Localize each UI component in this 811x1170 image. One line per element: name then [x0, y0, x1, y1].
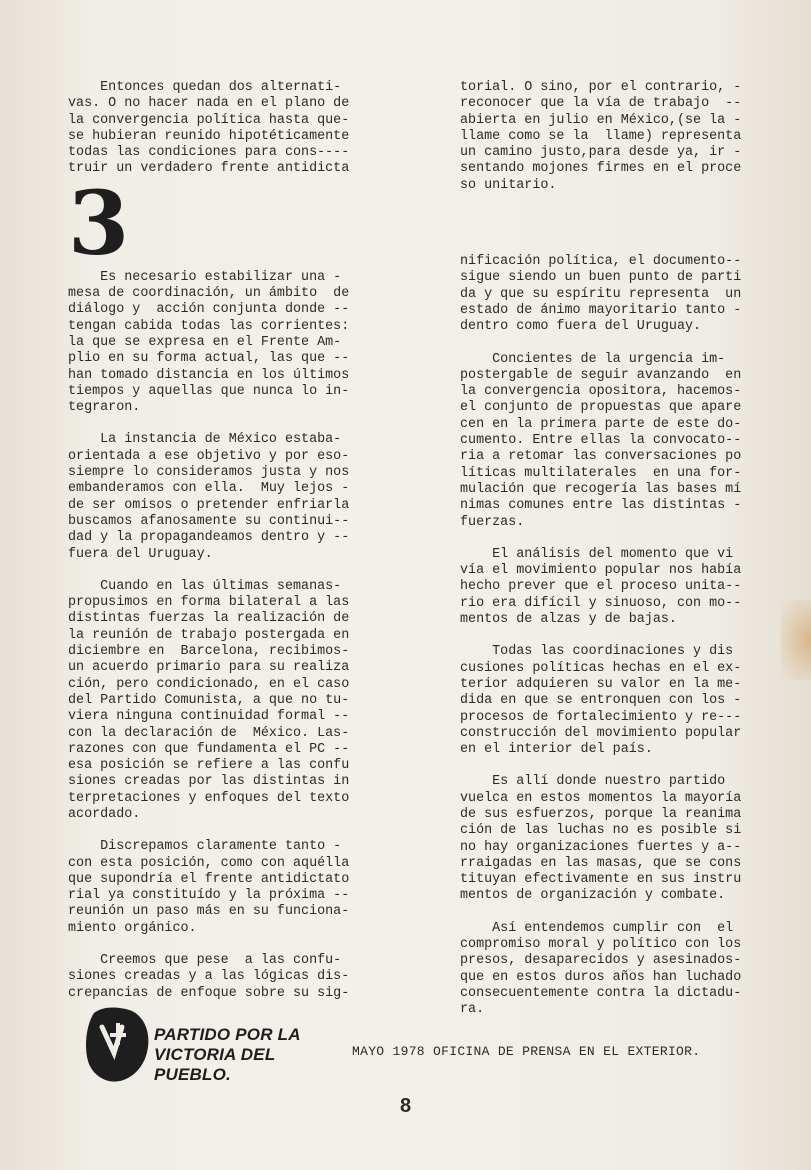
logo-text	[154, 1025, 301, 1085]
logo-line: PUEBLO.	[154, 1065, 231, 1084]
paragraph	[68, 432, 376, 562]
paragraph	[460, 547, 778, 628]
text-line: vuelca en estos momentos la mayoría	[460, 790, 742, 806]
paper-stain	[781, 600, 811, 680]
text-line: siones creadas y a las lógicas dis-	[68, 969, 350, 985]
text-line: da y que su espíritu representa un	[460, 286, 742, 302]
text-line: ra.	[460, 1002, 485, 1018]
text-line: procesos de fortalecimiento y re---	[460, 709, 742, 725]
text-line: líticas multilaterales en una for-	[460, 465, 742, 481]
text-line: construcción del movimiento popular	[460, 725, 742, 741]
logo-line: VICTORIA DEL	[154, 1045, 276, 1064]
text-line: dad y la propagandeamos dentro y --	[68, 530, 350, 546]
paragraph	[460, 254, 778, 335]
text-line: La instancia de México estaba-	[68, 432, 342, 448]
text-line: acordado.	[68, 806, 141, 822]
paragraph-gap	[460, 758, 778, 774]
text-line: un camino justo,para desde ya, ir -	[460, 145, 742, 161]
text-line: tituyan efectivamente en sus instru	[460, 872, 742, 888]
text-line: la convergencia política hasta que-	[68, 112, 350, 128]
text-line: mentos de organización y combate.	[460, 888, 726, 904]
text-line: so unitario.	[460, 177, 557, 193]
text-line: llame como se la llame) representa	[460, 128, 742, 144]
text-line: orientada a ese objetivo y por eso-	[68, 448, 350, 464]
text-line: tegraron.	[68, 400, 141, 416]
text-line: dentro como fuera del Uruguay.	[460, 319, 702, 335]
text-line: cen en la primera parte de este do-	[460, 416, 742, 432]
text-line: distintas fuerzas la realización de	[68, 611, 350, 627]
text-line: tiempos y aquellas que nunca lo in-	[68, 383, 350, 399]
left-paragraphs	[68, 270, 376, 1002]
text-line: con esta posición, como con aquélla	[68, 855, 350, 871]
text-line: abierta en julio en México,(se la -	[460, 112, 742, 128]
text-line: embanderamos con ella. Muy lejos -	[68, 481, 350, 497]
text-line: en el interior del país.	[460, 742, 653, 758]
party-logo	[84, 1005, 314, 1090]
paragraph	[460, 921, 778, 1019]
text-line: fuerzas.	[460, 514, 525, 530]
paragraph	[460, 352, 778, 531]
text-line: la reunión de trabajo postergada en	[68, 627, 350, 643]
paragraph	[460, 774, 778, 904]
paragraph-gap	[460, 905, 778, 921]
text-line: mentos de alzas y de bajas.	[460, 612, 677, 628]
paragraph	[68, 953, 376, 1002]
text-line: Es necesario estabilizar una -	[68, 269, 342, 285]
text-line: El análisis del momento que vi	[460, 546, 734, 562]
text-line: diciembre en Barcelona, recibimos-	[68, 644, 350, 660]
paragraph-gap	[460, 531, 778, 547]
text-line: no hay organizaciones fuertes y a--	[460, 839, 742, 855]
text-line: razones con que fundamenta el PC --	[68, 741, 350, 757]
text-line: buscamos afanosamente su continui--	[68, 513, 350, 529]
text-line: tengan cabida todas las corrientes:	[68, 318, 350, 334]
text-line: Es allí donde nuestro partido	[460, 774, 726, 790]
text-line: Todas las coordinaciones y dis	[460, 644, 734, 660]
text-line: Cuando en las últimas semanas-	[68, 578, 342, 594]
text-line: terpretaciones y enfoques del texto	[68, 790, 350, 806]
text-line: compromiso moral y político con los	[460, 937, 742, 953]
right-intro	[460, 80, 778, 194]
text-line: consecuentemente contra la dictadu-	[460, 985, 742, 1001]
text-line: rio era difícil y sinuoso, con mo--	[460, 595, 742, 611]
column-spacer	[460, 194, 778, 254]
text-line: la que se expresa en el Frente Am-	[68, 334, 342, 350]
text-line: nimas comunes entre las distintas -	[460, 498, 742, 514]
text-line: reunión un paso más en su funciona-	[68, 904, 350, 920]
footer-note: MAYO 1978 OFICINA DE PRENSA EN EL EXTERIOR.	[352, 1044, 701, 1059]
text-line: truir un verdadero frente antidicta	[68, 161, 350, 177]
text-line: diálogo y acción conjunta donde --	[68, 302, 350, 318]
text-line: rraigadas en las masas, que se cons	[460, 855, 742, 871]
logo-line: PARTIDO POR LA	[154, 1025, 301, 1044]
text-line: siempre lo consideramos justa y nos	[68, 465, 350, 481]
text-line: hecho prever que el proceso unita--	[460, 579, 742, 595]
text-line: presos, desaparecidos y asesinados-	[460, 953, 742, 969]
text-line: se hubieran reunido hipotéticamente	[68, 128, 350, 144]
text-line: un acuerdo primario para su realiza	[68, 660, 350, 676]
text-line: mesa de coordinación, un ámbito de	[68, 286, 350, 302]
left-column	[68, 80, 376, 1002]
paragraph	[68, 839, 376, 937]
paragraph	[460, 644, 778, 758]
text-line: de sus esfuerzos, porque la reanima	[460, 806, 742, 822]
text-line: fuera del Uruguay.	[68, 546, 213, 562]
text-line: postergable de seguir avanzando en	[460, 367, 742, 383]
text-line: torial. O sino, por el contrario, -	[460, 80, 742, 95]
text-line: Discrepamos claramente tanto -	[68, 839, 342, 855]
text-line: la convergencia opositora, hacemos-	[460, 384, 742, 400]
left-intro	[68, 80, 376, 178]
text-line: estado de ánimo mayoritario tanto -	[460, 302, 742, 318]
page-number: 8	[400, 1095, 412, 1117]
text-line: ción, pero condicionado, en el caso	[68, 676, 350, 692]
paragraph-gap	[460, 628, 778, 644]
paragraph	[68, 579, 376, 823]
text-line: viera ninguna continuidad formal --	[68, 709, 350, 725]
text-line: propusimos en forma bilateral a las	[68, 595, 350, 611]
section-number: 3	[68, 170, 130, 275]
text-line: plio en su forma actual, las que --	[68, 351, 350, 367]
text-line: del Partido Comunista, a que no tu-	[68, 692, 350, 708]
paragraph-gap	[68, 416, 376, 432]
paragraph	[68, 270, 376, 417]
text-line: siones creadas por las distintas in	[68, 774, 350, 790]
paragraph-gap	[68, 937, 376, 953]
right-column	[460, 80, 778, 1019]
right-paragraphs	[460, 254, 778, 1018]
paragraph-gap	[68, 823, 376, 839]
text-line: esa posición se refiere a las confu	[68, 758, 350, 774]
text-line: Así entendemos cumplir con el	[460, 920, 734, 936]
ppv-emblem-icon	[84, 1005, 154, 1085]
text-line: sigue siendo un buen punto de parti	[460, 270, 742, 286]
text-line: con la declaración de México. Las-	[68, 725, 350, 741]
paragraph-gap	[460, 336, 778, 352]
text-line: de ser omisos o pretender enfriarla	[68, 497, 350, 513]
text-line: nificación política, el documento--	[460, 254, 742, 270]
text-line: mulación que recogería las bases mí	[460, 481, 742, 497]
text-line: ción de las luchas no es posible si	[460, 823, 742, 839]
text-line: cumento. Entre ellas la convocato--	[460, 433, 742, 449]
text-line: vía el movimiento popular nos había	[460, 563, 742, 579]
text-line: crepancias de enfoque sobre su sig-	[68, 985, 350, 1001]
text-line: Creemos que pese a las confu-	[68, 953, 342, 969]
paragraph-gap	[68, 563, 376, 579]
text-line: el conjunto de propuestas que apare	[460, 400, 742, 416]
text-line: cusiones políticas hechas en el ex-	[460, 660, 742, 676]
text-line: vas. O no hacer nada en el plano de	[68, 96, 350, 112]
text-line: Entonces quedan dos alternati-	[68, 80, 342, 95]
text-line: todas las condiciones para cons----	[68, 145, 350, 161]
text-line: sentando mojones firmes en el proce	[460, 161, 742, 177]
text-line: que supondría el frente antidictato	[68, 871, 350, 887]
text-line: terior adquieren su valor en la me-	[460, 676, 742, 692]
text-line: que en estos duros años han luchado	[460, 969, 742, 985]
text-line: dida en que se entronquen con los -	[460, 693, 742, 709]
text-line: reconocer que la vía de trabajo --	[460, 96, 742, 112]
text-line: rial ya constituído y la próxima --	[68, 888, 350, 904]
text-line: Concientes de la urgencia im-	[460, 351, 726, 367]
text-line: ria a retomar las conversaciones po	[460, 449, 742, 465]
text-line: han tomado distancia en los últimos	[68, 367, 350, 383]
text-line: miento orgánico.	[68, 920, 197, 936]
